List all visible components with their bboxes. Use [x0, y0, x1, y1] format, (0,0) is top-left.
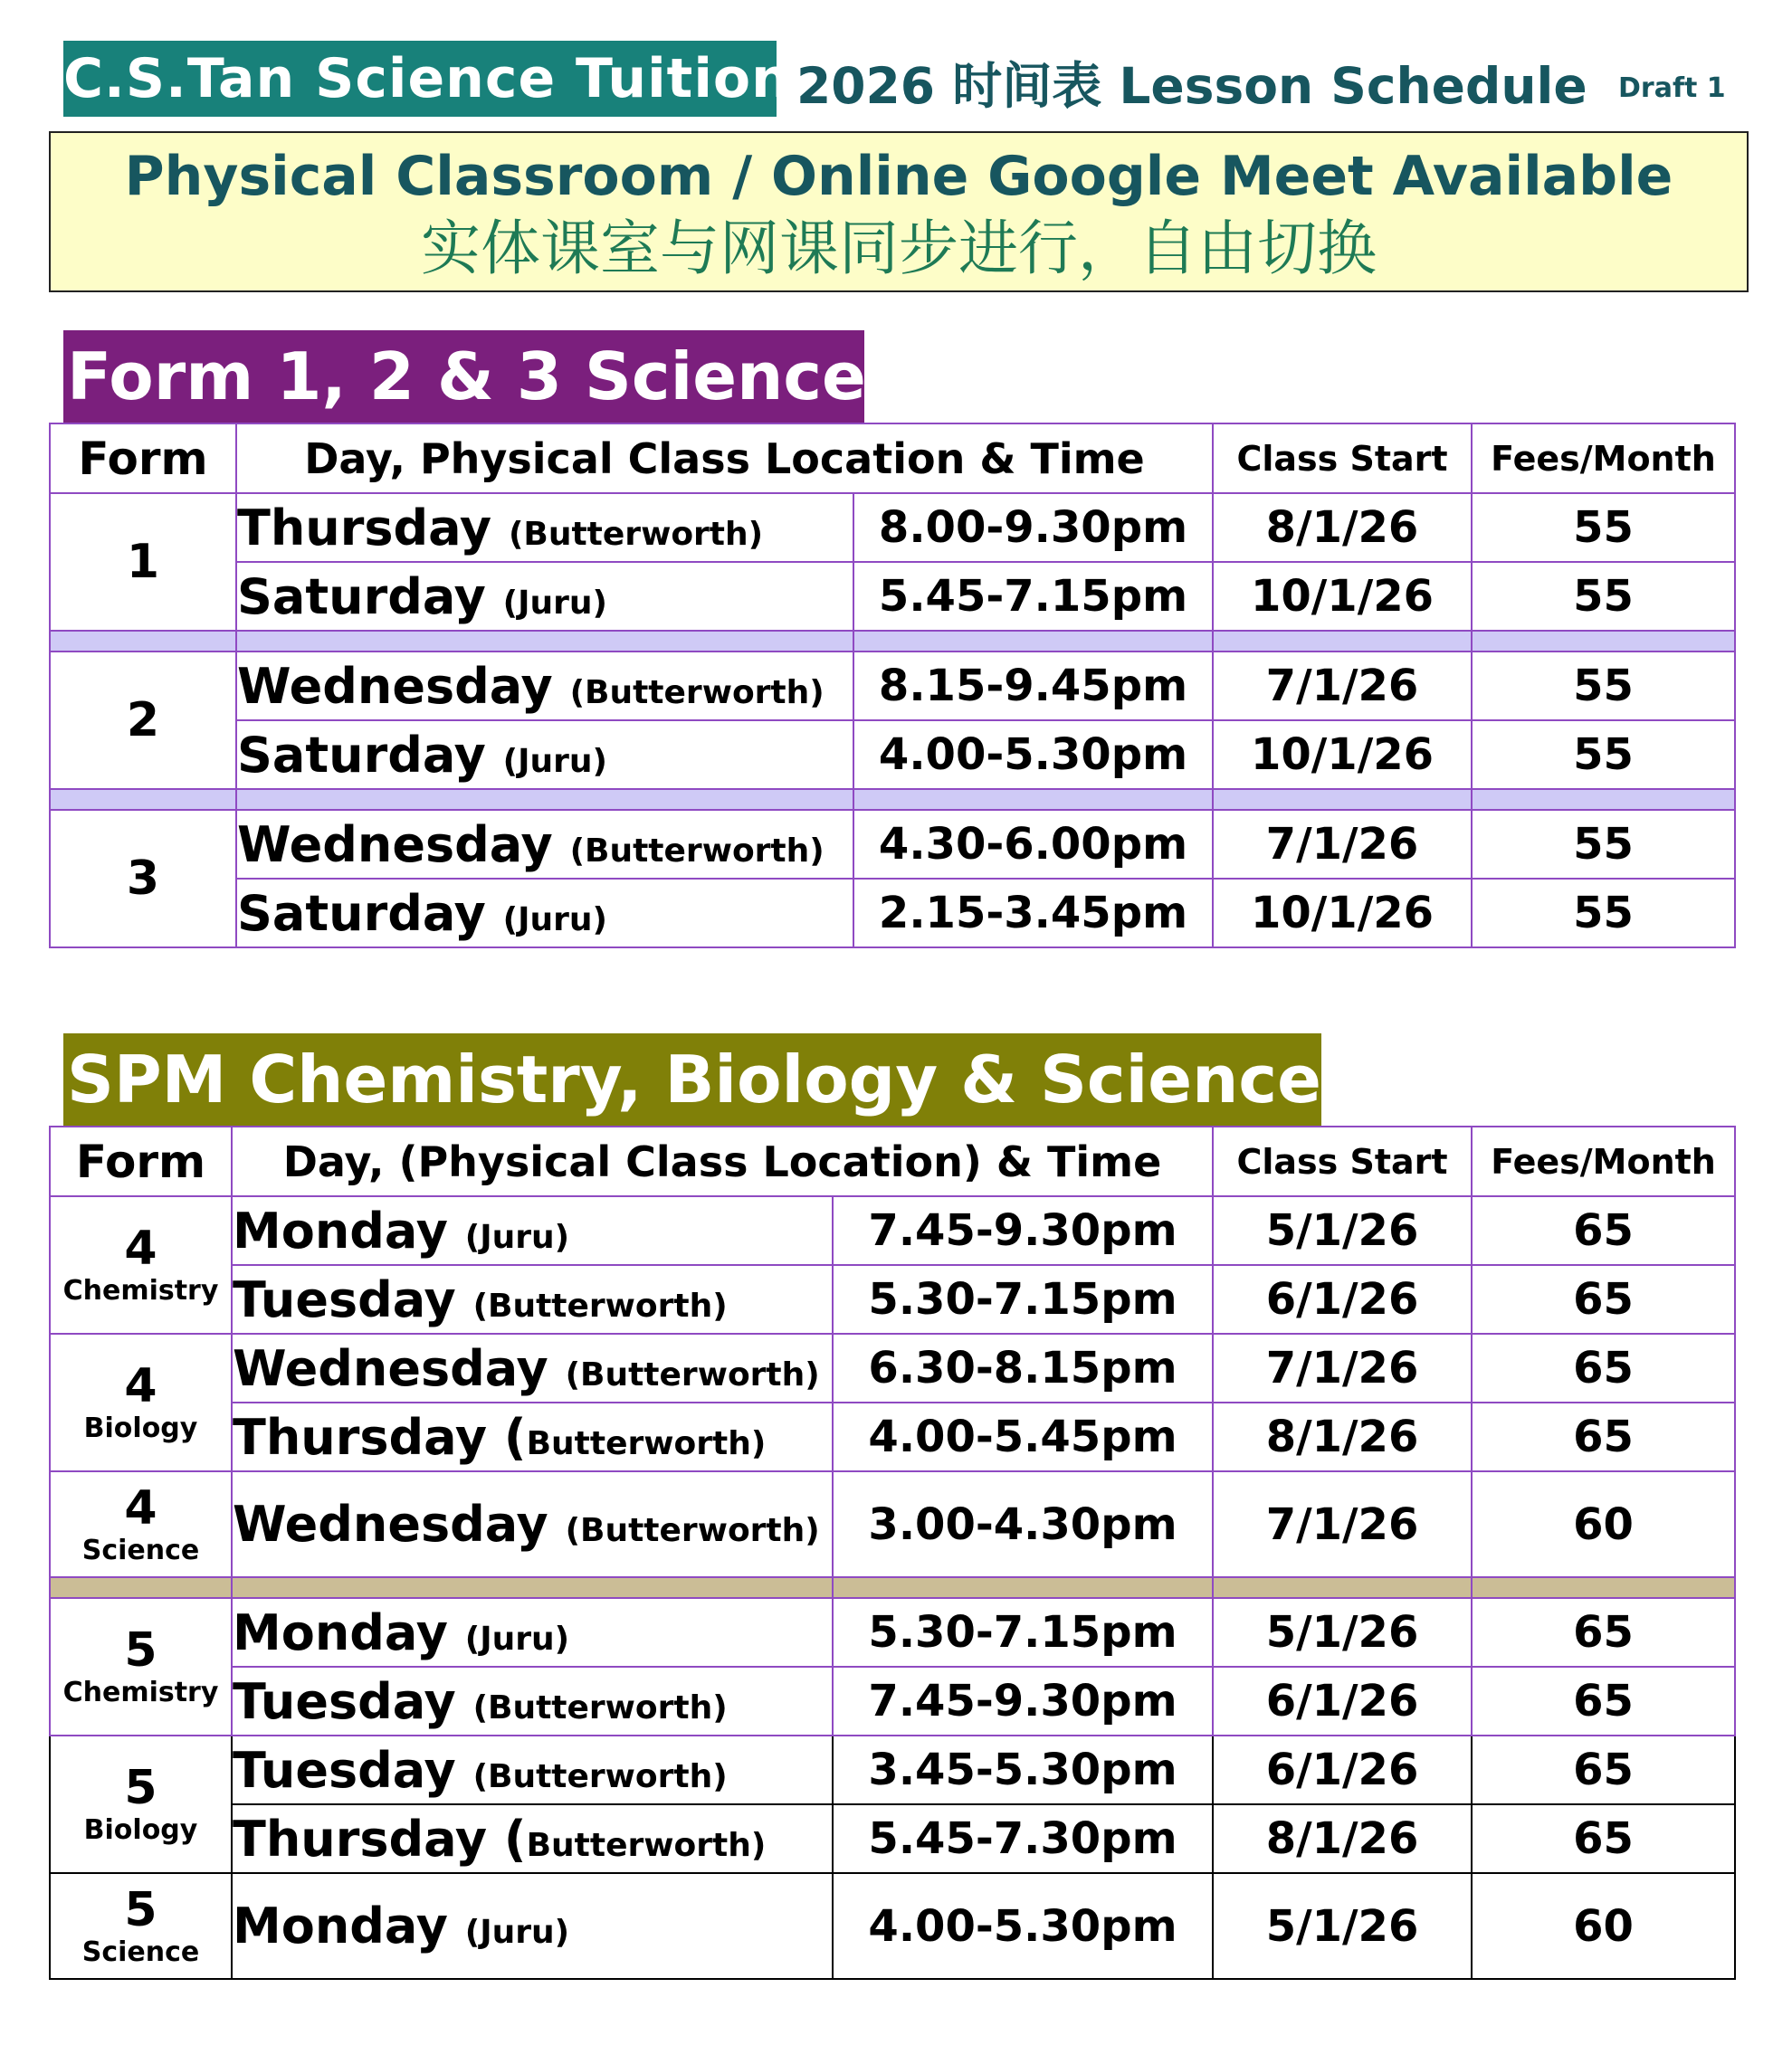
time-cell: 7.45-9.30pm: [833, 1196, 1213, 1265]
brand-banner: C.S.Tan Science Tuition: [63, 41, 777, 117]
col-header-form: Form: [50, 1127, 232, 1196]
table-row: [50, 1736, 1735, 1804]
form-cell: [50, 1873, 232, 1979]
col-header-fees: Fees/Month: [1472, 423, 1735, 493]
class-start-cell: 6/1/26: [1213, 1736, 1472, 1804]
table-row: [50, 1334, 1735, 1403]
col-header-form: Form: [50, 423, 236, 493]
form-cell: [50, 1334, 232, 1471]
col-header-day: Day, Physical Class Location & Time: [236, 423, 1213, 493]
location: (Butterworth): [569, 673, 825, 711]
day-name: Wednesday: [237, 657, 553, 715]
form-subject: Biology: [83, 1412, 198, 1444]
form-number: 4: [124, 1222, 157, 1276]
table-row: [50, 1471, 1735, 1577]
fee-cell: 65: [1472, 1736, 1735, 1804]
location: (Juru): [464, 1914, 570, 1951]
form-subject: Chemistry: [62, 1275, 219, 1307]
day-name: Saturday: [237, 726, 486, 784]
fee-cell: 65: [1472, 1265, 1735, 1334]
day-cell: [232, 1334, 833, 1403]
class-start-cell: 5/1/26: [1213, 1196, 1472, 1265]
class-start-cell: 7/1/26: [1213, 810, 1472, 879]
fee-cell: 55: [1472, 652, 1735, 720]
separator-row: [50, 789, 1735, 810]
form-subject: Chemistry: [62, 1677, 219, 1708]
form-cell: [50, 1598, 232, 1736]
table-row: [50, 1667, 1735, 1736]
table-row: [50, 1265, 1735, 1334]
location: (Juru): [502, 900, 607, 938]
time-cell: 6.30-8.15pm: [833, 1334, 1213, 1403]
form-subject: Science: [81, 1534, 200, 1566]
table-row: [50, 879, 1735, 947]
day-name: Wednesday: [233, 1496, 548, 1553]
time-cell: 8.00-9.30pm: [853, 493, 1213, 562]
notice-line-english: Physical Classroom / Online Google Meet Available: [124, 145, 1673, 208]
section-heading-spm: SPM Chemistry, Biology & Science: [63, 1033, 1321, 1126]
time-cell: 3.45-5.30pm: [833, 1736, 1213, 1804]
location: (Juru): [464, 1218, 570, 1256]
fee-cell: 65: [1472, 1334, 1735, 1403]
fee-cell: 65: [1472, 1403, 1735, 1471]
day-name: Saturday: [237, 567, 486, 625]
day-name: Thursday: [237, 499, 492, 556]
class-start-cell: 8/1/26: [1213, 1403, 1472, 1471]
time-cell: 4.00-5.30pm: [833, 1873, 1213, 1979]
location: Butterworth): [526, 1826, 767, 1864]
form-cell: 1: [50, 493, 236, 631]
location: (Butterworth): [565, 1355, 820, 1393]
location: (Butterworth): [565, 1512, 820, 1549]
day-cell: [236, 493, 853, 562]
day-cell: [236, 879, 853, 947]
class-start-cell: 7/1/26: [1213, 1334, 1472, 1403]
day-cell: [236, 652, 853, 720]
col-header-class-start: Class Start: [1213, 423, 1472, 493]
form-cell: [50, 1736, 232, 1873]
day-name: Tuesday: [233, 1270, 456, 1328]
table-row: [50, 1873, 1735, 1979]
form-number: 5: [124, 1882, 157, 1937]
form-number: 5: [124, 1623, 157, 1678]
fee-cell: 55: [1472, 562, 1735, 631]
separator-row: [50, 631, 1735, 652]
draft-label: Draft 1: [1618, 72, 1726, 104]
form-subject: Biology: [83, 1814, 198, 1846]
table-row: [50, 562, 1735, 631]
table-row: [50, 1403, 1735, 1471]
location: (Juru): [464, 1620, 570, 1658]
class-start-cell: 5/1/26: [1213, 1873, 1472, 1979]
table-row: [50, 1196, 1735, 1265]
time-cell: 4.00-5.45pm: [833, 1403, 1213, 1471]
day-name: Monday: [233, 1898, 448, 1955]
fee-cell: 55: [1472, 720, 1735, 789]
table-row: [50, 720, 1735, 789]
time-cell: 8.15-9.45pm: [853, 652, 1213, 720]
fee-cell: 65: [1472, 1667, 1735, 1736]
time-cell: 3.00-4.30pm: [833, 1471, 1213, 1577]
time-cell: 5.30-7.15pm: [833, 1598, 1213, 1667]
section-heading-form-1-3: Form 1, 2 & 3 Science: [63, 330, 864, 423]
day-name: Monday: [233, 1603, 448, 1661]
table-header-row: [50, 423, 1735, 493]
class-start-cell: 10/1/26: [1213, 879, 1472, 947]
table-row: [50, 1598, 1735, 1667]
location: (Butterworth): [472, 1757, 728, 1795]
class-start-cell: 10/1/26: [1213, 720, 1472, 789]
class-start-cell: 10/1/26: [1213, 562, 1472, 631]
day-name: Thursday (: [233, 1408, 527, 1466]
location: (Butterworth): [472, 1287, 728, 1325]
day-name: Wednesday: [237, 815, 553, 873]
class-start-cell: 8/1/26: [1213, 1804, 1472, 1873]
location: (Juru): [502, 742, 607, 780]
fee-cell: 60: [1472, 1471, 1735, 1577]
day-cell: [236, 562, 853, 631]
table-row: [50, 652, 1735, 720]
spm-schedule-table: [49, 1126, 1736, 1980]
day-cell: [232, 1667, 833, 1736]
fee-cell: 60: [1472, 1873, 1735, 1979]
day-cell: [232, 1804, 833, 1873]
class-start-cell: 7/1/26: [1213, 1471, 1472, 1577]
fee-cell: 65: [1472, 1598, 1735, 1667]
class-start-cell: 8/1/26: [1213, 493, 1472, 562]
time-cell: 5.30-7.15pm: [833, 1265, 1213, 1334]
form-cell: [50, 1471, 232, 1577]
location: (Juru): [502, 584, 607, 622]
form-cell: 2: [50, 652, 236, 789]
day-cell: [236, 810, 853, 879]
day-cell: [232, 1598, 833, 1667]
fee-cell: 55: [1472, 879, 1735, 947]
class-start-cell: 6/1/26: [1213, 1265, 1472, 1334]
table-row: [50, 810, 1735, 879]
table-header-row: [50, 1127, 1735, 1196]
fee-cell: 65: [1472, 1196, 1735, 1265]
class-start-cell: 6/1/26: [1213, 1667, 1472, 1736]
day-name: Monday: [233, 1202, 448, 1260]
day-name: Tuesday: [233, 1741, 456, 1799]
availability-notice: [49, 131, 1749, 292]
day-name: Saturday: [237, 884, 486, 942]
location: (Butterworth): [508, 515, 764, 553]
day-cell: [232, 1736, 833, 1804]
day-cell: [232, 1265, 833, 1334]
time-cell: 2.15-3.45pm: [853, 879, 1213, 947]
day-cell: [232, 1403, 833, 1471]
time-cell: 7.45-9.30pm: [833, 1667, 1213, 1736]
fee-cell: 65: [1472, 1804, 1735, 1873]
fee-cell: 55: [1472, 493, 1735, 562]
form-number: 5: [124, 1761, 157, 1815]
class-start-cell: 7/1/26: [1213, 652, 1472, 720]
day-cell: [232, 1196, 833, 1265]
table-row: [50, 1804, 1735, 1873]
time-cell: 4.00-5.30pm: [853, 720, 1213, 789]
day-cell: [232, 1873, 833, 1979]
time-cell: 5.45-7.30pm: [833, 1804, 1213, 1873]
day-cell: [236, 720, 853, 789]
separator-row: [50, 1577, 1735, 1598]
form-number: 4: [124, 1359, 157, 1413]
form-cell: [50, 1196, 232, 1334]
class-start-cell: 5/1/26: [1213, 1598, 1472, 1667]
page-title: 2026 时间表 Lesson Schedule: [796, 57, 1587, 115]
day-name: Tuesday: [233, 1672, 456, 1730]
form-subject: Science: [81, 1936, 200, 1968]
day-name: Wednesday: [233, 1339, 548, 1397]
time-cell: 5.45-7.15pm: [853, 562, 1213, 631]
fee-cell: 55: [1472, 810, 1735, 879]
location: (Butterworth): [472, 1688, 728, 1726]
day-cell: [232, 1471, 833, 1577]
col-header-class-start: Class Start: [1213, 1127, 1472, 1196]
notice-line-chinese: 实体课室与网课同步进行，自由切换: [421, 214, 1377, 283]
form-cell: 3: [50, 810, 236, 947]
table-row: [50, 493, 1735, 562]
location: (Butterworth): [569, 832, 825, 870]
col-header-fees: Fees/Month: [1472, 1127, 1735, 1196]
time-cell: 4.30-6.00pm: [853, 810, 1213, 879]
day-name: Thursday (: [233, 1810, 527, 1868]
form-1-3-schedule-table: [49, 423, 1736, 948]
form-number: 4: [124, 1480, 157, 1536]
col-header-day: Day, (Physical Class Location) & Time: [232, 1127, 1213, 1196]
location: Butterworth): [526, 1424, 767, 1462]
